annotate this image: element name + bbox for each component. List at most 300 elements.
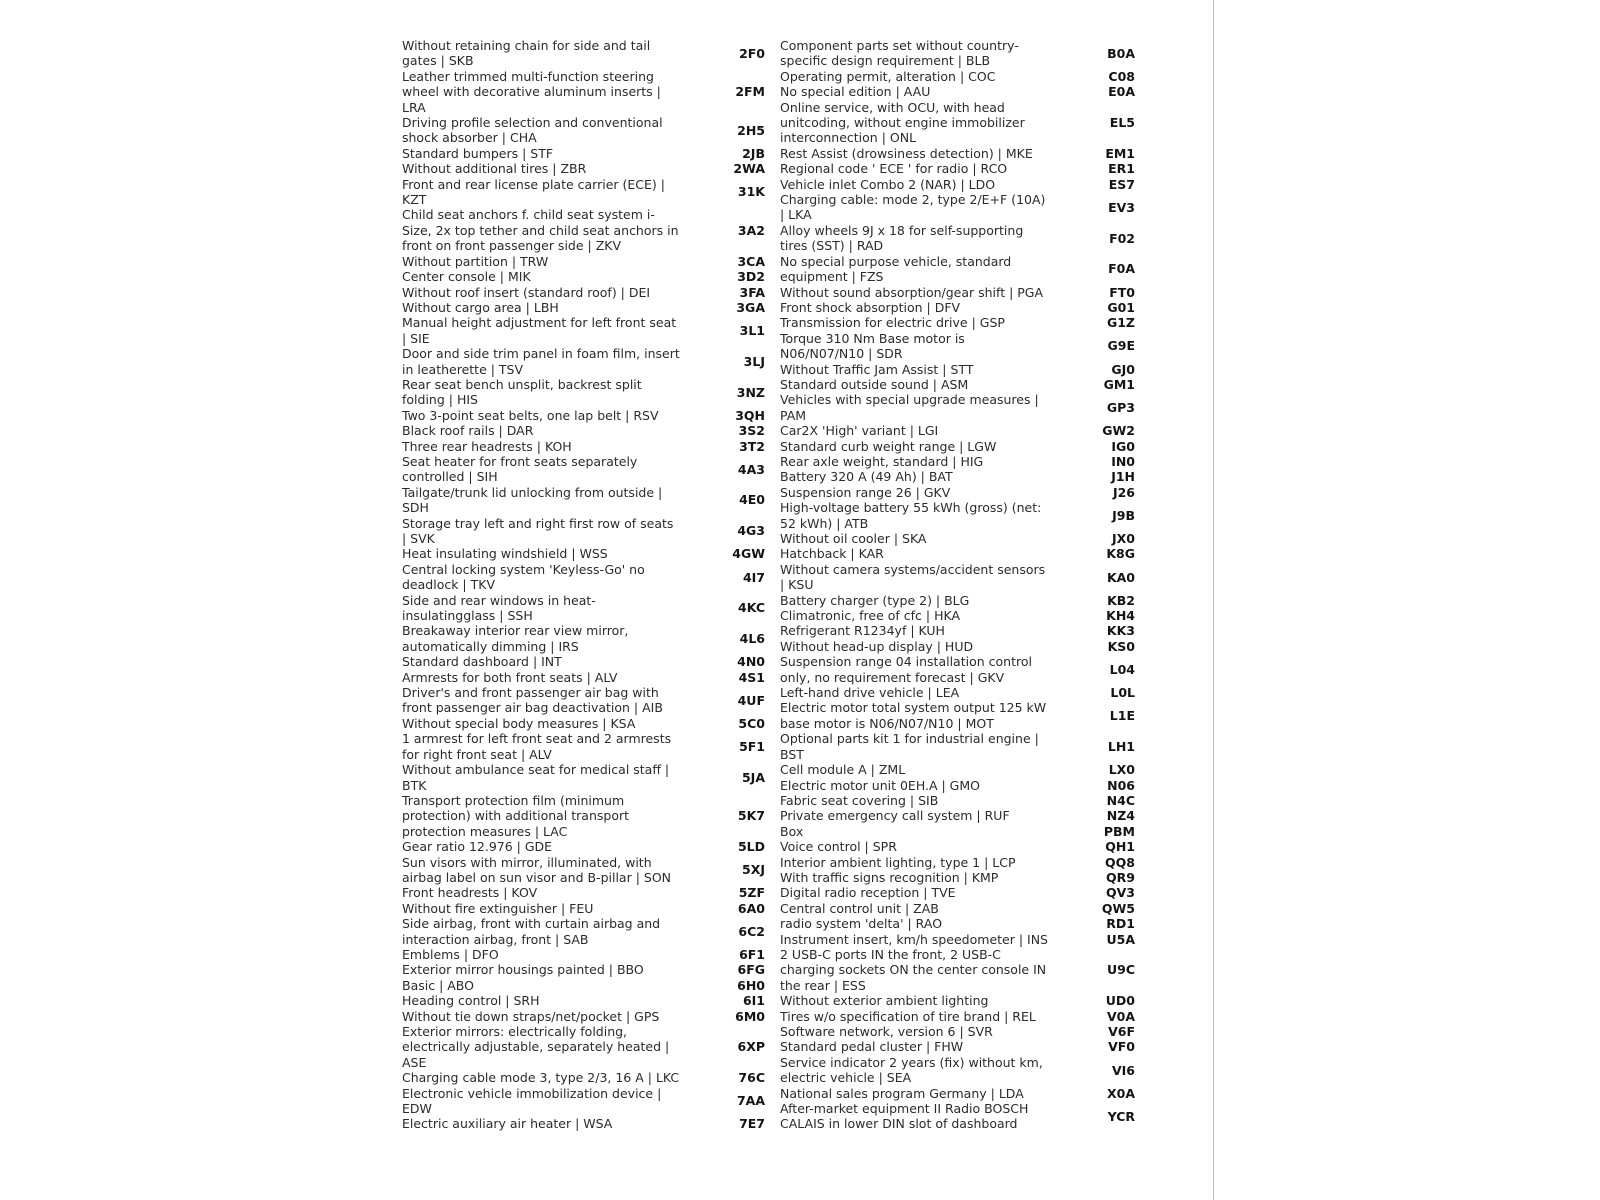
- equipment-description: Leather trimmed multi-function steering wheel with decorative aluminum inserts | LRA: [402, 68, 661, 115]
- equipment-description: Central locking system 'Keyless-Go' no deadlock | TKV: [402, 561, 645, 593]
- equipment-row: [402, 901, 767, 916]
- equipment-code: KS0: [1107, 638, 1135, 654]
- equipment-row: [780, 654, 1137, 685]
- equipment-description: Standard pedal cluster | FHW: [780, 1039, 964, 1055]
- equipment-code: 6H0: [737, 977, 765, 993]
- equipment-code: QQ8: [1105, 854, 1135, 870]
- equipment-row: [402, 269, 767, 284]
- equipment-description: Electric motor unit 0EH.A | GMO: [780, 777, 980, 793]
- equipment-description: Car2X 'High' variant | LGI: [780, 423, 939, 439]
- equipment-row: [780, 885, 1137, 900]
- equipment-description: Electric motor total system output 125 kW base motor is N06/N07/N10 | MOT: [780, 700, 1047, 731]
- equipment-code: L04: [1109, 661, 1135, 677]
- equipment-row: [402, 423, 767, 438]
- equipment-code: 5K7: [737, 808, 765, 824]
- equipment-description: Rear seat bench unsplit, backrest split folding | HIS: [402, 376, 642, 408]
- equipment-row: [402, 855, 767, 886]
- equipment-description: Digital radio reception | TVE: [780, 885, 956, 901]
- equipment-code: 5F1: [739, 738, 765, 754]
- equipment-description: Online service, with OCU, with head unitcoding, without engine immobilizer interconnection | ONL: [780, 99, 1025, 146]
- equipment-code: C08: [1108, 68, 1135, 84]
- equipment-description: No special purpose vehicle, standard equipment | FZS: [780, 253, 1012, 285]
- equipment-row: [780, 454, 1137, 469]
- equipment-code: 5ZF: [738, 885, 765, 901]
- equipment-code: U5A: [1106, 931, 1135, 947]
- equipment-row: [780, 1055, 1137, 1086]
- equipment-description: Without head-up display | HUD: [780, 638, 974, 654]
- equipment-code: L1E: [1109, 708, 1135, 724]
- equipment-description: Electronic vehicle immobilization device | EDW: [402, 1085, 662, 1117]
- equipment-code: NZ4: [1106, 808, 1135, 824]
- equipment-row: [402, 685, 767, 716]
- equipment-code: F0A: [1108, 261, 1135, 277]
- equipment-code: 2F0: [739, 45, 765, 61]
- equipment-description: Voice control | SPR: [780, 839, 897, 855]
- equipment-code: VF0: [1108, 1039, 1135, 1055]
- equipment-row: [402, 1086, 767, 1117]
- equipment-row: [402, 69, 767, 115]
- equipment-code: LH1: [1107, 738, 1135, 754]
- equipment-code: EM1: [1105, 145, 1135, 161]
- equipment-row: [780, 531, 1137, 546]
- equipment-row: [780, 285, 1137, 300]
- equipment-code: EV3: [1108, 199, 1135, 215]
- equipment-code: 4A3: [737, 461, 765, 477]
- equipment-row: [402, 115, 767, 146]
- equipment-description: Transmission for electric drive | GSP: [780, 315, 1005, 331]
- equipment-description: Two 3-point seat belts, one lap belt | RSV: [402, 407, 659, 423]
- equipment-description: Service indicator 2 years (fix) without km, electric vehicle | SEA: [780, 1054, 1043, 1086]
- equipment-row: [780, 100, 1137, 146]
- equipment-code: U9C: [1106, 962, 1135, 978]
- equipment-description: Without camera systems/accident sensors | KSU: [780, 561, 1046, 593]
- equipment-description: Heat insulating windshield | WSS: [402, 546, 608, 562]
- equipment-description: 2 USB-C ports IN the front, 2 USB-C charging sockets ON the center console IN the rear | ESS: [780, 946, 1047, 993]
- equipment-description: Suspension range 26 | GKV: [780, 484, 951, 500]
- equipment-description: Without fire extinguisher | FEU: [402, 900, 594, 916]
- equipment-row: [402, 408, 767, 423]
- equipment-description: Standard curb weight range | LGW: [780, 438, 997, 454]
- equipment-row: [780, 192, 1137, 223]
- equipment-code: 2FM: [735, 84, 765, 100]
- equipment-code: 2H5: [737, 122, 765, 138]
- equipment-row: [402, 654, 767, 669]
- equipment-row: [780, 161, 1137, 176]
- equipment-description: Standard outside sound | ASM: [780, 376, 969, 392]
- equipment-row: [780, 901, 1137, 916]
- equipment-description: Electric auxiliary air heater | WSA: [402, 1116, 613, 1132]
- equipment-code: 3D2: [737, 269, 765, 285]
- equipment-row: [780, 146, 1137, 161]
- equipment-description: Vehicle inlet Combo 2 (NAR) | LDO: [780, 176, 996, 192]
- equipment-code: UD0: [1105, 993, 1135, 1009]
- equipment-description: Regional code ' ECE ' for radio | RCO: [780, 161, 1008, 177]
- equipment-row: [780, 685, 1137, 700]
- equipment-row: [780, 608, 1137, 623]
- equipment-row: [780, 423, 1137, 438]
- equipment-code: 7E7: [739, 1116, 765, 1132]
- equipment-code: F02: [1109, 230, 1135, 246]
- equipment-description: Box: [780, 823, 804, 839]
- equipment-description: Without partition | TRW: [402, 253, 549, 269]
- equipment-code: 4N0: [737, 654, 765, 670]
- equipment-code: GJ0: [1111, 361, 1135, 377]
- equipment-code: GW2: [1102, 423, 1135, 439]
- equipment-row: [780, 546, 1137, 561]
- equipment-description: Instrument insert, km/h speedometer | INS: [780, 931, 1048, 947]
- equipment-code: K8G: [1106, 546, 1135, 562]
- equipment-description: Door and side trim panel in foam film, insert in leatherette | TSV: [402, 346, 680, 377]
- equipment-code: J26: [1112, 484, 1135, 500]
- equipment-code: ES7: [1108, 176, 1135, 192]
- equipment-row: [780, 947, 1137, 993]
- equipment-code: 4UF: [737, 692, 765, 708]
- equipment-column-left: [402, 38, 767, 1132]
- equipment-description: Armrests for both front seats | ALV: [402, 669, 618, 685]
- equipment-row: [780, 855, 1137, 870]
- equipment-description: Charging cable mode 3, type 2/3, 16 A | LKC: [402, 1070, 680, 1086]
- equipment-description: Standard bumpers | STF: [402, 145, 554, 161]
- equipment-description: Black roof rails | DAR: [402, 423, 534, 439]
- equipment-row: [402, 146, 767, 161]
- equipment-description: Climatronic, free of cfc | HKA: [780, 608, 961, 624]
- equipment-description: Without Traffic Jam Assist | STT: [780, 361, 974, 377]
- equipment-description: With traffic signs recognition | KMP: [780, 869, 999, 885]
- equipment-code: J1H: [1111, 469, 1135, 485]
- equipment-code: 31K: [737, 184, 765, 200]
- equipment-description: Central control unit | ZAB: [780, 900, 939, 916]
- equipment-row: [780, 331, 1137, 362]
- equipment-code: 6M0: [735, 1008, 765, 1024]
- equipment-row: [402, 1116, 767, 1131]
- equipment-description: radio system 'delta' | RAO: [780, 916, 943, 932]
- equipment-code: 6A0: [737, 900, 765, 916]
- equipment-row: [780, 469, 1137, 484]
- equipment-row: [780, 793, 1137, 808]
- equipment-row: [780, 254, 1137, 285]
- equipment-code: V6F: [1108, 1024, 1135, 1039]
- equipment-code: 3GA: [736, 299, 765, 315]
- equipment-code: 3S2: [738, 423, 765, 439]
- equipment-description: Emblems | DFO: [402, 946, 499, 962]
- equipment-row: [402, 793, 767, 839]
- equipment-code: 4G3: [737, 523, 765, 539]
- equipment-code: YCR: [1107, 1108, 1135, 1124]
- equipment-code: 6I1: [742, 993, 765, 1009]
- equipment-column-right: [780, 38, 1137, 1132]
- equipment-description: Gear ratio 12.976 | GDE: [402, 839, 553, 855]
- equipment-code: 2JB: [742, 145, 765, 161]
- equipment-code: GM1: [1103, 376, 1135, 392]
- equipment-code: X0A: [1106, 1085, 1135, 1101]
- equipment-code: 4L6: [739, 631, 765, 647]
- equipment-code: J9B: [1112, 507, 1135, 523]
- equipment-description: Alloy wheels 9J x 18 for self-supporting tires (SST) | RAD: [780, 222, 1024, 254]
- equipment-row: [780, 562, 1137, 593]
- equipment-description: Without exterior ambient lighting: [780, 993, 989, 1009]
- equipment-description: Three rear headrests | KOH: [402, 438, 572, 454]
- equipment-description: Without ambulance seat for medical staff | BTK: [402, 762, 670, 793]
- equipment-row: [402, 1070, 767, 1085]
- equipment-row: [402, 885, 767, 900]
- equipment-description: Without cargo area | LBH: [402, 299, 559, 315]
- equipment-row: [780, 1039, 1137, 1054]
- equipment-description: Without sound absorption/gear shift | PGA: [780, 284, 1044, 300]
- equipment-row: [402, 254, 767, 269]
- equipment-code: EL5: [1109, 115, 1135, 131]
- equipment-code: GP3: [1106, 400, 1135, 416]
- equipment-code: 5LD: [737, 839, 765, 855]
- equipment-code: KK3: [1106, 623, 1135, 639]
- equipment-code: 5JA: [741, 769, 765, 785]
- equipment-description: Charging cable: mode 2, type 2/E+F (10A) | LKA: [780, 192, 1046, 223]
- equipment-description: High-voltage battery 55 kWh (gross) (net: 52 kWh) | ATB: [780, 500, 1042, 531]
- equipment-code: 3T2: [739, 438, 765, 454]
- equipment-description: Without retaining chain for side and tail gates | SKB: [402, 38, 651, 69]
- equipment-description: National sales program Germany | LDA: [780, 1085, 1024, 1101]
- equipment-description: Battery 320 A (49 Ah) | BAT: [780, 469, 953, 485]
- equipment-row: [402, 454, 767, 485]
- equipment-description: Front and rear license plate carrier (ECE) | KZT: [402, 176, 665, 208]
- equipment-description: Seat heater for front seats separately controlled | SIH: [402, 453, 638, 485]
- equipment-description: Storage tray left and right first row of seats | SVK: [402, 515, 674, 546]
- equipment-code: N06: [1107, 777, 1135, 793]
- equipment-row: [402, 439, 767, 454]
- equipment-code: KB2: [1107, 592, 1135, 608]
- equipment-row: [780, 223, 1137, 254]
- equipment-row: [402, 485, 767, 516]
- equipment-row: [402, 207, 767, 253]
- equipment-description: Without additional tires | ZBR: [402, 161, 587, 177]
- equipment-row: [780, 593, 1137, 608]
- equipment-description: Left-hand drive vehicle | LEA: [780, 685, 960, 701]
- equipment-code: V0A: [1106, 1008, 1135, 1024]
- equipment-description: Refrigerant R1234yf | KUH: [780, 623, 945, 639]
- equipment-code: 6XP: [737, 1039, 765, 1055]
- equipment-code: L0L: [1110, 685, 1135, 701]
- equipment-code: 4GW: [732, 546, 765, 562]
- equipment-description: Fabric seat covering | SIB: [780, 792, 939, 808]
- equipment-description: Without tie down straps/net/pocket | GPS: [402, 1008, 660, 1024]
- equipment-row: [402, 377, 767, 408]
- equipment-row: [780, 932, 1137, 947]
- equipment-code: G9E: [1107, 338, 1135, 354]
- equipment-row: [780, 623, 1137, 638]
- equipment-row: [780, 639, 1137, 654]
- equipment-description: Driver's and front passenger air bag with front passenger air bag deactivation | AIB: [402, 685, 663, 716]
- equipment-code: LX0: [1108, 762, 1135, 778]
- equipment-description: Basic | ABO: [402, 977, 474, 993]
- equipment-description: Breakaway interior rear view mirror, automatically dimming | IRS: [402, 623, 629, 654]
- equipment-code: B0A: [1107, 45, 1135, 61]
- equipment-code: 6FG: [737, 962, 765, 978]
- equipment-row: [402, 285, 767, 300]
- equipment-code: 2WA: [733, 161, 765, 177]
- equipment-code: ER1: [1108, 161, 1135, 177]
- equipment-description: Front shock absorption | DFV: [780, 299, 961, 315]
- equipment-row: [780, 808, 1137, 823]
- equipment-row: [402, 716, 767, 731]
- equipment-description: Torque 310 Nm Base motor is N06/N07/N10 | SDR: [780, 330, 965, 362]
- equipment-description: Vehicles with special upgrade measures | PAM: [780, 392, 1039, 423]
- equipment-description: After-market equipment II Radio BOSCH CALAIS in lower DIN slot of dashboard: [780, 1101, 1029, 1132]
- equipment-description: Center console | MIK: [402, 269, 531, 285]
- equipment-description: Interior ambient lighting, type 1 | LCP: [780, 854, 1016, 870]
- equipment-row: [402, 839, 767, 854]
- equipment-row: [402, 762, 767, 793]
- equipment-row: [780, 762, 1137, 777]
- equipment-row: [402, 315, 767, 346]
- equipment-code: QW5: [1101, 900, 1135, 916]
- equipment-code: JX0: [1112, 531, 1135, 546]
- equipment-row: [402, 916, 767, 947]
- equipment-row: [402, 593, 767, 624]
- equipment-description: Software network, version 6 | SVR: [780, 1024, 993, 1039]
- equipment-code: IN0: [1111, 453, 1135, 469]
- equipment-code: 6C2: [738, 923, 765, 939]
- equipment-row: [402, 1009, 767, 1024]
- equipment-code: KH4: [1106, 608, 1135, 624]
- equipment-code: 3QH: [735, 407, 765, 423]
- equipment-code: 3FA: [739, 284, 765, 300]
- equipment-row: [402, 546, 767, 561]
- equipment-code: 4KC: [738, 600, 765, 616]
- equipment-description: Heading control | SRH: [402, 993, 540, 1009]
- equipment-description: Without special body measures | KSA: [402, 715, 636, 731]
- equipment-description: Side airbag, front with curtain airbag and interaction airbag, front | SAB: [402, 916, 661, 947]
- equipment-row: [780, 1101, 1137, 1132]
- equipment-code: 4E0: [739, 492, 765, 508]
- equipment-code: 3NZ: [736, 384, 765, 400]
- equipment-row: [780, 439, 1137, 454]
- equipment-row: [402, 300, 767, 315]
- equipment-description: Battery charger (type 2) | BLG: [780, 592, 970, 608]
- equipment-description: Suspension range 04 installation control only, no requirement forecast | GKV: [780, 654, 1032, 685]
- equipment-code: QV3: [1106, 885, 1135, 901]
- equipment-description: Operating permit, alteration | COC: [780, 68, 996, 84]
- equipment-description: Exterior mirrors: electrically folding, electrically adjustable, separately heated | ASE: [402, 1024, 670, 1070]
- equipment-code: 6F1: [739, 946, 765, 962]
- equipment-row: [402, 978, 767, 993]
- equipment-description: Rear axle weight, standard | HIG: [780, 453, 984, 469]
- equipment-row: [780, 1009, 1137, 1024]
- equipment-row: [402, 38, 767, 69]
- equipment-code: QH1: [1105, 839, 1135, 855]
- equipment-row: [780, 362, 1137, 377]
- equipment-description: Driving profile selection and conventional shock absorber | CHA: [402, 115, 663, 146]
- equipment-code: 4I7: [742, 569, 765, 585]
- equipment-code: E0A: [1108, 84, 1135, 100]
- equipment-row: [402, 161, 767, 176]
- equipment-row: [780, 778, 1137, 793]
- equipment-row: [402, 346, 767, 377]
- equipment-description: Rest Assist (drowsiness detection) | MKE: [780, 145, 1033, 161]
- equipment-code: 7AA: [736, 1093, 765, 1109]
- equipment-row: [780, 731, 1137, 762]
- equipment-row: [780, 824, 1137, 839]
- equipment-description: Tailgate/trunk lid unlocking from outside | SDH: [402, 484, 663, 516]
- equipment-description: Front headrests | KOV: [402, 885, 538, 901]
- equipment-code: 3L1: [739, 323, 765, 339]
- scan-artifact-line: [1213, 0, 1214, 1200]
- equipment-code: PBM: [1103, 823, 1135, 839]
- equipment-row: [780, 1024, 1137, 1039]
- equipment-row: [780, 500, 1137, 531]
- equipment-row: [780, 315, 1137, 330]
- equipment-row: [402, 993, 767, 1008]
- equipment-code: KA0: [1106, 569, 1135, 585]
- equipment-row: [780, 38, 1137, 69]
- equipment-row: [780, 69, 1137, 84]
- equipment-description: Transport protection film (minimum protection) with additional transport protection measures | LAC: [402, 792, 630, 839]
- equipment-code: G01: [1107, 299, 1135, 315]
- equipment-code: 3CA: [737, 253, 765, 269]
- equipment-code: VI6: [1111, 1062, 1135, 1078]
- equipment-description: Exterior mirror housings painted | BBO: [402, 962, 644, 978]
- equipment-description: 1 armrest for left front seat and 2 armrests for right front seat | ALV: [402, 731, 672, 762]
- equipment-row: [402, 562, 767, 593]
- equipment-row: [402, 1024, 767, 1070]
- equipment-description: Standard dashboard | INT: [402, 654, 562, 670]
- equipment-row: [780, 839, 1137, 854]
- equipment-row: [402, 670, 767, 685]
- equipment-description: Tires w/o specification of tire brand | REL: [780, 1008, 1036, 1024]
- equipment-description: Manual height adjustment for left front seat | SIE: [402, 315, 677, 346]
- equipment-row: [780, 700, 1137, 731]
- equipment-description: No special edition | AAU: [780, 84, 931, 100]
- equipment-row: [402, 731, 767, 762]
- equipment-description: Without oil cooler | SKA: [780, 531, 927, 546]
- equipment-code: 5C0: [738, 715, 765, 731]
- equipment-row: [780, 300, 1137, 315]
- equipment-row: [780, 916, 1137, 931]
- equipment-row: [402, 623, 767, 654]
- equipment-code: 5XJ: [742, 862, 765, 878]
- equipment-description: Cell module A | ZML: [780, 762, 906, 778]
- equipment-code: RD1: [1106, 916, 1135, 932]
- equipment-code: FT0: [1109, 284, 1135, 300]
- equipment-description: Private emergency call system | RUF: [780, 808, 1010, 824]
- equipment-description: Side and rear windows in heat-insulatingglass | SSH: [402, 592, 596, 624]
- equipment-code: 3A2: [737, 222, 765, 238]
- equipment-row: [402, 516, 767, 547]
- equipment-code: IG0: [1111, 438, 1135, 454]
- equipment-row: [780, 485, 1137, 500]
- equipment-description: Sun visors with mirror, illuminated, with airbag label on sun visor and B-pillar | SON: [402, 854, 672, 885]
- equipment-description: Component parts set without country-specific design requirement | BLB: [780, 38, 1019, 69]
- equipment-row: [780, 1086, 1137, 1101]
- equipment-code: 76C: [738, 1070, 765, 1086]
- equipment-description: Hatchback | KAR: [780, 546, 884, 562]
- equipment-description: Optional parts kit 1 for industrial engine | BST: [780, 731, 1039, 762]
- equipment-code: 4S1: [738, 669, 765, 685]
- equipment-row: [780, 392, 1137, 423]
- equipment-code: N4C: [1106, 792, 1135, 808]
- equipment-code: QR9: [1106, 869, 1135, 885]
- equipment-row: [402, 962, 767, 977]
- equipment-description: Child seat anchors f. child seat system i-Size, 2x top tether and child seat anchors in front on front passenger side | ZKV: [402, 207, 679, 254]
- equipment-code: 3LJ: [743, 353, 765, 369]
- equipment-row: [780, 870, 1137, 885]
- equipment-row: [780, 84, 1137, 99]
- equipment-row: [402, 947, 767, 962]
- equipment-code: G1Z: [1106, 315, 1135, 331]
- equipment-row: [402, 177, 767, 208]
- equipment-row: [780, 377, 1137, 392]
- equipment-row: [780, 177, 1137, 192]
- equipment-description: Without roof insert (standard roof) | DEI: [402, 284, 651, 300]
- equipment-row: [780, 993, 1137, 1008]
